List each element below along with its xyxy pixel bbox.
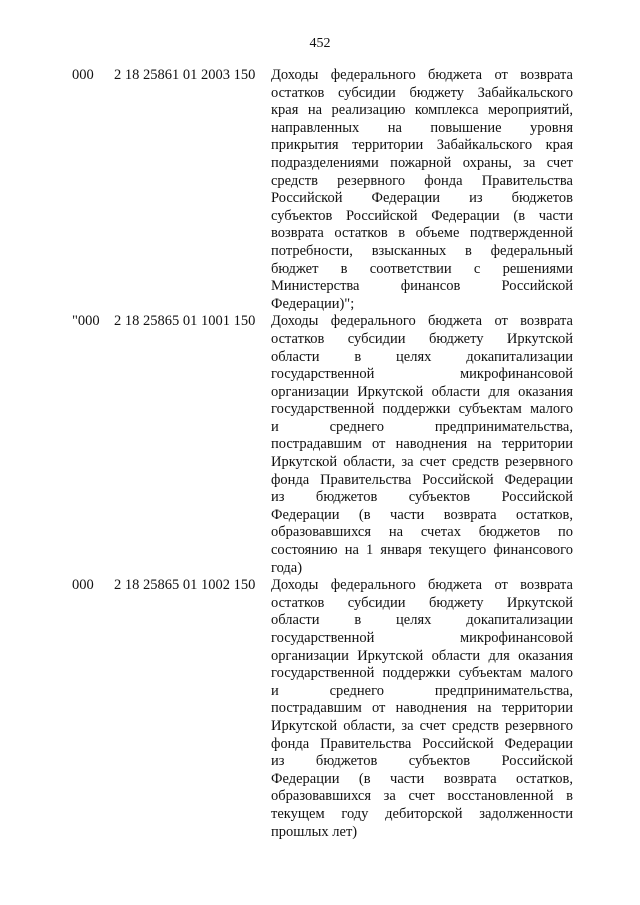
budget-code-list <box>0 67 640 841</box>
description-line: Федерации (в части возврата остатков, <box>271 770 573 787</box>
income-description <box>271 67 573 313</box>
description-line: бюджет в соответствии с решениями <box>271 260 573 277</box>
budget-code-entry <box>0 313 640 577</box>
description-line: текущем году дебиторской задолженности <box>271 805 573 822</box>
description-line: направленных на повышение уровня <box>271 119 573 136</box>
description-line: организации Иркутской области для оказания <box>271 647 573 664</box>
description-line: фонда Правительства Российской Федерации <box>271 735 573 752</box>
description-line: Доходы федерального бюджета от возврата <box>271 577 573 594</box>
description-line: остатков субсидии бюджету Иркутской <box>271 594 573 611</box>
description-line: прошлых лет) <box>271 823 358 840</box>
description-line: прикрытия территории Забайкальского края <box>271 137 573 154</box>
description-line: возврата остатков в объеме подтвержденной <box>271 225 573 242</box>
description-line: Доходы федерального бюджета от возврата <box>271 313 573 330</box>
admin-code: 000 <box>72 67 94 83</box>
description-line: Иркутской области, за счет средств резервного <box>271 454 573 471</box>
description-line: образовавшихся на счетах бюджетов по <box>271 524 573 541</box>
description-line: подразделениями пожарной охраны, за счет <box>271 154 573 171</box>
description-line: организации Иркутской области для оказания <box>271 383 573 400</box>
description-line: пострадавшим от наводнения на территории <box>271 436 573 453</box>
description-line: Министерства финансов Российской <box>271 278 573 295</box>
description-line: области в целях докапитализации <box>271 612 573 629</box>
description-line: образовавшихся за счет восстановленной в <box>271 788 573 805</box>
description-line: и среднего предпринимательства, <box>271 682 573 699</box>
kbk-code: 2 18 25865 01 1001 150 <box>114 313 256 330</box>
description-line: средств резервного фонда Правительства <box>271 172 573 189</box>
description-line: Федерации)"; <box>271 295 355 312</box>
description-line: Федерации (в части возврата остатков, <box>271 506 573 523</box>
budget-code-entry <box>0 67 640 313</box>
budget-code-entry <box>0 577 640 841</box>
description-line: и среднего предпринимательства, <box>271 418 573 435</box>
description-line: потребности, взысканных в федеральный <box>271 242 573 259</box>
description-line: Иркутской области, за счет средств резервного <box>271 717 573 734</box>
description-line: государственной микрофинансовой <box>271 630 573 646</box>
description-line: из бюджетов субъектов Российской <box>271 489 573 506</box>
description-line: состоянию на 1 января текущего финансового <box>271 542 573 559</box>
page-number: 452 <box>309 36 331 51</box>
admin-code: 000 <box>72 577 94 594</box>
description-line: года) <box>271 559 303 576</box>
description-line: края на реализацию комплекса мероприятий, <box>271 102 573 119</box>
description-line: субъектов Российской Федерации (в части <box>271 207 573 224</box>
description-line: остатков субсидии бюджету Забайкальского <box>271 84 573 101</box>
description-line: фонда Правительства Российской Федерации <box>271 471 573 488</box>
description-line: государственной поддержки субъектам малого <box>271 401 573 418</box>
income-description <box>271 313 573 577</box>
description-line: государственной поддержки субъектам малого <box>271 665 573 682</box>
description-line: Российской Федерации из бюджетов <box>271 190 573 207</box>
kbk-code: 2 18 25861 01 2003 150 <box>114 67 256 83</box>
admin-code: "000 <box>72 313 100 330</box>
description-line: из бюджетов субъектов Российской <box>271 753 573 770</box>
description-line: Доходы федерального бюджета от возврата <box>271 67 573 83</box>
income-description <box>271 577 573 841</box>
description-line: области в целях докапитализации <box>271 348 573 365</box>
description-line: государственной микрофинансовой <box>271 366 573 383</box>
description-line: остатков субсидии бюджету Иркутской <box>271 330 573 347</box>
kbk-code: 2 18 25865 01 1002 150 <box>114 577 256 594</box>
description-line: пострадавшим от наводнения на территории <box>271 700 573 717</box>
